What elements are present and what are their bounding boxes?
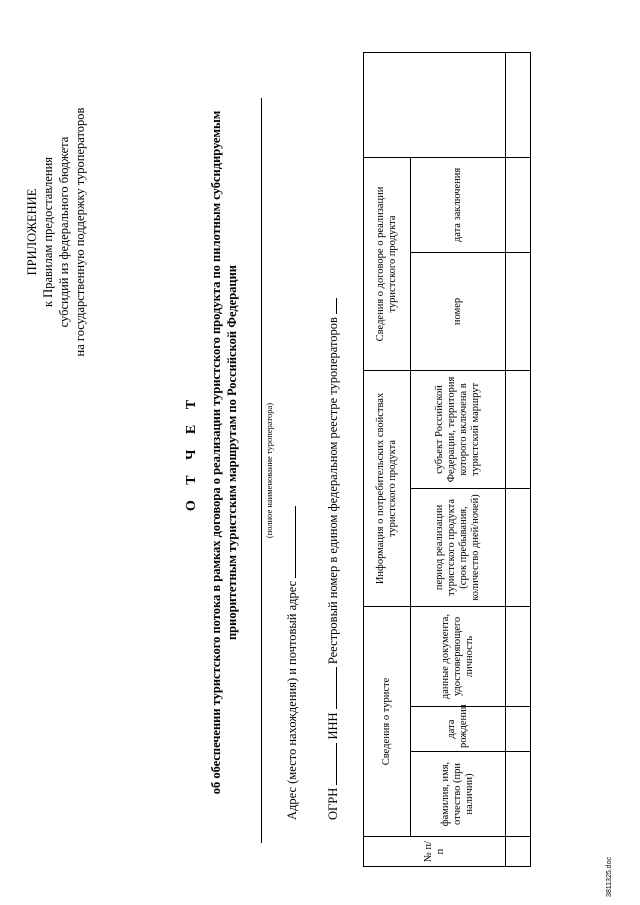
report-table	[363, 52, 531, 867]
col-fio-header: фамилия, имя, отчество (при наличии)	[411, 752, 506, 837]
address-fill-line	[284, 506, 296, 578]
registry-label: Реестровый номер в едином федеральном реестре туроператоров	[326, 317, 340, 665]
table-cell	[506, 157, 531, 252]
inn-fill-line	[325, 667, 337, 709]
col-number-header: № п/п	[364, 837, 506, 867]
empty-header-cell	[364, 52, 506, 157]
report-subtitle-line: об обеспечении туристского потока в рамках договора о реализации туристского продукта по пилотным субсидируемым	[209, 110, 223, 795]
table-cell	[506, 52, 531, 157]
group-contract-header: Сведения о договоре о реализации туристского продукта	[364, 157, 411, 370]
col-contract-date-header: дата заключения	[411, 157, 506, 252]
registry-fill-line	[325, 298, 337, 314]
appendix-line: к Правилам предоставления	[41, 156, 55, 308]
org-name-fill-line	[261, 98, 262, 843]
col-contract-number-header: номер	[411, 252, 506, 370]
table-cell	[506, 488, 531, 606]
group-tourist-header: Сведения о туристе	[364, 606, 411, 836]
group-properties-header: Информация о потребительских свойствах туристского продукта	[364, 370, 411, 606]
file-footer: 3811325.doc	[606, 857, 613, 897]
col-birth-header: дата рождения	[411, 707, 506, 752]
col-doc-header: данные документа, удостоверяющего личность	[411, 606, 506, 706]
org-name-caption: (полное наименование туроператора)	[264, 402, 274, 539]
report-subtitle	[208, 50, 240, 855]
report-subtitle-line: приоритетным туристским маршрутам по Российской Федерации	[225, 264, 239, 641]
inn-label: ИНН	[326, 712, 340, 740]
table-subheader-row	[411, 52, 506, 866]
table-header-row	[364, 52, 411, 866]
table-row	[506, 52, 531, 866]
table-cell	[506, 370, 531, 488]
table-cell	[506, 252, 531, 370]
report-title: О Т Ч Е Т	[184, 393, 199, 512]
appendix-block	[24, 52, 88, 412]
table-cell	[506, 752, 531, 837]
identifiers-row	[325, 298, 341, 820]
table-cell	[506, 837, 531, 867]
col-period-header: период реализации туристского продукта (срок пребывания, количество дней/ночей)	[411, 488, 506, 606]
appendix-heading: ПРИЛОЖЕНИЕ	[25, 188, 39, 276]
table-cell	[506, 707, 531, 752]
address-row	[284, 506, 300, 820]
appendix-line: на государственную поддержку туроператоров	[73, 107, 87, 357]
table-cell	[506, 606, 531, 706]
ogrn-label: ОГРН	[326, 787, 340, 820]
col-subject-header: субъект Российской Федерации, территория которого включена в туристский маршрут	[411, 370, 506, 488]
address-label: Адрес (место нахождения) и почтовый адрес	[285, 580, 299, 820]
ogrn-fill-line	[325, 743, 337, 785]
appendix-line: субсидий из федерального бюджета	[57, 136, 71, 328]
